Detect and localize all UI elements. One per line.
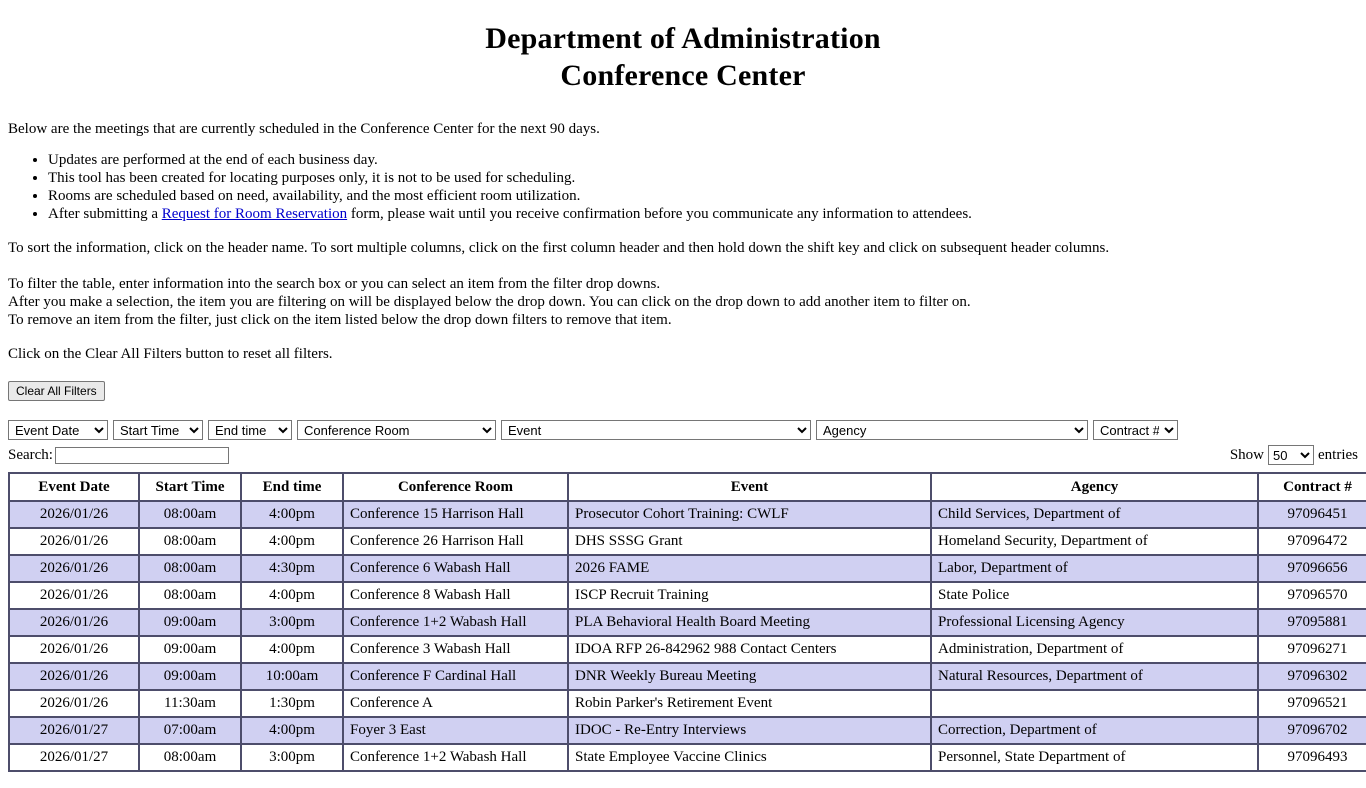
cell-conference-room: Conference A (344, 691, 569, 718)
cell-conference-room: Conference 8 Wabash Hall (344, 583, 569, 610)
filter-select-agency[interactable] (816, 420, 1088, 440)
cell-start-time: 08:00am (140, 745, 242, 772)
cell-contract-number: 97096521 (1259, 691, 1366, 718)
show-entries-group (1230, 445, 1358, 465)
cell-agency: State Police (932, 583, 1259, 610)
cell-end-time: 4:00pm (242, 718, 344, 745)
cell-start-time: 08:00am (140, 556, 242, 583)
cell-event-date: 2026/01/26 (10, 529, 140, 556)
schedule-table-body (10, 502, 1366, 772)
cell-event-date: 2026/01/26 (10, 583, 140, 610)
cell-event: IDOC - Re-Entry Interviews (569, 718, 932, 745)
search-and-entries-row (8, 445, 1358, 465)
cell-agency: Child Services, Department of (932, 502, 1259, 529)
table-row (10, 556, 1366, 583)
column-header-conference-room[interactable]: Conference Room (344, 474, 569, 502)
column-header-event[interactable]: Event (569, 474, 932, 502)
search-input[interactable] (55, 447, 229, 464)
list-item-reservation (48, 205, 1358, 223)
cell-end-time: 4:00pm (242, 502, 344, 529)
cell-event: DHS SSSG Grant (569, 529, 932, 556)
table-row (10, 610, 1366, 637)
cell-event: Robin Parker's Retirement Event (569, 691, 932, 718)
cell-end-time: 4:00pm (242, 529, 344, 556)
cell-event: 2026 FAME (569, 556, 932, 583)
cell-start-time: 08:00am (140, 583, 242, 610)
column-header-start-time[interactable]: Start Time (140, 474, 242, 502)
cell-start-time: 09:00am (140, 637, 242, 664)
cell-contract-number: 97096271 (1259, 637, 1366, 664)
cell-event-date: 2026/01/26 (10, 556, 140, 583)
cell-end-time: 10:00am (242, 664, 344, 691)
cell-agency: Administration, Department of (932, 637, 1259, 664)
schedule-table-head (10, 474, 1366, 502)
sort-help-text: To sort the information, click on the header name. To sort multiple columns, click on the first column header and then hold down the shift key and click on subsequent header columns. (8, 240, 1110, 256)
list-item: • Rooms are scheduled based on need, availability, and the most efficient room utilization. (48, 187, 1358, 205)
cell-event: PLA Behavioral Health Board Meeting (569, 610, 932, 637)
cell-conference-room: Conference 1+2 Wabash Hall (344, 610, 569, 637)
request-for-room-reservation-link[interactable]: Request for Room Reservation (161, 206, 348, 222)
filter-help-line-1: To filter the table, enter information into the search box or you can select an item from the filter drop downs. (8, 276, 661, 292)
cell-agency (932, 691, 1259, 718)
cell-end-time: 4:00pm (242, 583, 344, 610)
search-group (8, 447, 229, 464)
cell-start-time: 08:00am (140, 529, 242, 556)
filter-select-event-date[interactable] (8, 420, 108, 440)
bullet-prefix-text: After submitting a (48, 206, 162, 222)
cell-start-time: 08:00am (140, 502, 242, 529)
column-header-agency[interactable]: Agency (932, 474, 1259, 502)
cell-end-time: 3:00pm (242, 610, 344, 637)
filter-help-line-2: After you make a selection, the item you are filtering on will be displayed below the drop down. You can click on the drop down to add another item to filter on. (8, 294, 971, 310)
filter-select-start-time[interactable] (113, 420, 203, 440)
filter-select-event[interactable] (501, 420, 811, 440)
cell-agency: Homeland Security, Department of (932, 529, 1259, 556)
search-label: Search: (8, 446, 53, 463)
table-row (10, 529, 1366, 556)
clear-all-filters-button[interactable]: Clear All Filters (8, 381, 105, 401)
filter-help-line-3: To remove an item from the filter, just click on the item listed below the drop down filters to remove that item. (8, 312, 672, 328)
list-item: • Updates are performed at the end of each business day. (48, 151, 1358, 169)
cell-end-time: 3:00pm (242, 745, 344, 772)
entries-label: entries (1318, 446, 1358, 463)
cell-agency: Professional Licensing Agency (932, 610, 1259, 637)
cell-event: IDOA RFP 26-842962 988 Contact Centers (569, 637, 932, 664)
cell-contract-number: 97096451 (1259, 502, 1366, 529)
cell-agency: Personnel, State Department of (932, 745, 1259, 772)
filter-select-conference-room[interactable] (297, 420, 496, 440)
cell-event: State Employee Vaccine Clinics (569, 745, 932, 772)
clear-filters-help-text: Click on the Clear All Filters button to reset all filters. (8, 346, 333, 362)
cell-start-time: 11:30am (140, 691, 242, 718)
show-label: Show (1229, 446, 1265, 463)
column-header-event-date[interactable]: Event Date (10, 474, 140, 502)
filter-help-text (8, 275, 1358, 329)
cell-agency: Correction, Department of (932, 718, 1259, 745)
table-row (10, 718, 1366, 745)
cell-event-date: 2026/01/26 (10, 637, 140, 664)
table-row (10, 583, 1366, 610)
filter-select-contract-number[interactable] (1093, 420, 1178, 440)
cell-conference-room: Conference F Cardinal Hall (344, 664, 569, 691)
schedule-table (8, 472, 1366, 772)
cell-end-time: 1:30pm (242, 691, 344, 718)
bullet-suffix-text: form, please wait until you receive confirmation before you communicate any information to attendees. (347, 206, 972, 222)
column-header-end-time[interactable]: End time (242, 474, 344, 502)
page-title-line-2: Conference Center (560, 59, 806, 92)
cell-agency: Natural Resources, Department of (932, 664, 1259, 691)
cell-event: ISCP Recruit Training (569, 583, 932, 610)
cell-event-date: 2026/01/26 (10, 502, 140, 529)
table-row (10, 502, 1366, 529)
cell-start-time: 09:00am (140, 610, 242, 637)
cell-conference-room: Conference 26 Harrison Hall (344, 529, 569, 556)
cell-end-time: 4:00pm (242, 637, 344, 664)
cell-event-date: 2026/01/26 (10, 664, 140, 691)
intro-lead-text: Below are the meetings that are currently scheduled in the Conference Center for the next 90 days. (8, 121, 600, 137)
cell-conference-room: Conference 3 Wabash Hall (344, 637, 569, 664)
cell-contract-number: 97096493 (1259, 745, 1366, 772)
table-row (10, 664, 1366, 691)
cell-contract-number: 97096702 (1259, 718, 1366, 745)
cell-conference-room: Conference 1+2 Wabash Hall (344, 745, 569, 772)
cell-contract-number: 97096302 (1259, 664, 1366, 691)
cell-event-date: 2026/01/26 (10, 691, 140, 718)
cell-contract-number: 97096472 (1259, 529, 1366, 556)
cell-event: DNR Weekly Bureau Meeting (569, 664, 932, 691)
table-row (10, 691, 1366, 718)
cell-conference-room: Foyer 3 East (344, 718, 569, 745)
filter-select-end-time[interactable] (208, 420, 292, 440)
page-root (0, 20, 1366, 772)
list-item: • This tool has been created for locating purposes only, it is not to be used for scheduling. (48, 169, 1358, 187)
table-row (10, 637, 1366, 664)
cell-start-time: 07:00am (140, 718, 242, 745)
cell-event-date: 2026/01/27 (10, 718, 140, 745)
cell-contract-number: 97095881 (1259, 610, 1366, 637)
cell-end-time: 4:30pm (242, 556, 344, 583)
cell-contract-number: 97096656 (1259, 556, 1366, 583)
cell-agency: Labor, Department of (932, 556, 1259, 583)
cell-event-date: 2026/01/26 (10, 610, 140, 637)
cell-event: Prosecutor Cohort Training: CWLF (569, 502, 932, 529)
cell-conference-room: Conference 6 Wabash Hall (344, 556, 569, 583)
entries-per-page-select[interactable] (1268, 445, 1314, 465)
cell-contract-number: 97096570 (1259, 583, 1366, 610)
page-title (8, 20, 1358, 94)
column-header-contract-number[interactable]: Contract # (1259, 474, 1366, 502)
page-title-line-1: Department of Administration (485, 22, 881, 55)
table-header-row (10, 474, 1366, 502)
filter-dropdowns-row (8, 420, 1358, 440)
notes-list (8, 151, 1358, 223)
cell-start-time: 09:00am (140, 664, 242, 691)
cell-conference-room: Conference 15 Harrison Hall (344, 502, 569, 529)
cell-event-date: 2026/01/27 (10, 745, 140, 772)
